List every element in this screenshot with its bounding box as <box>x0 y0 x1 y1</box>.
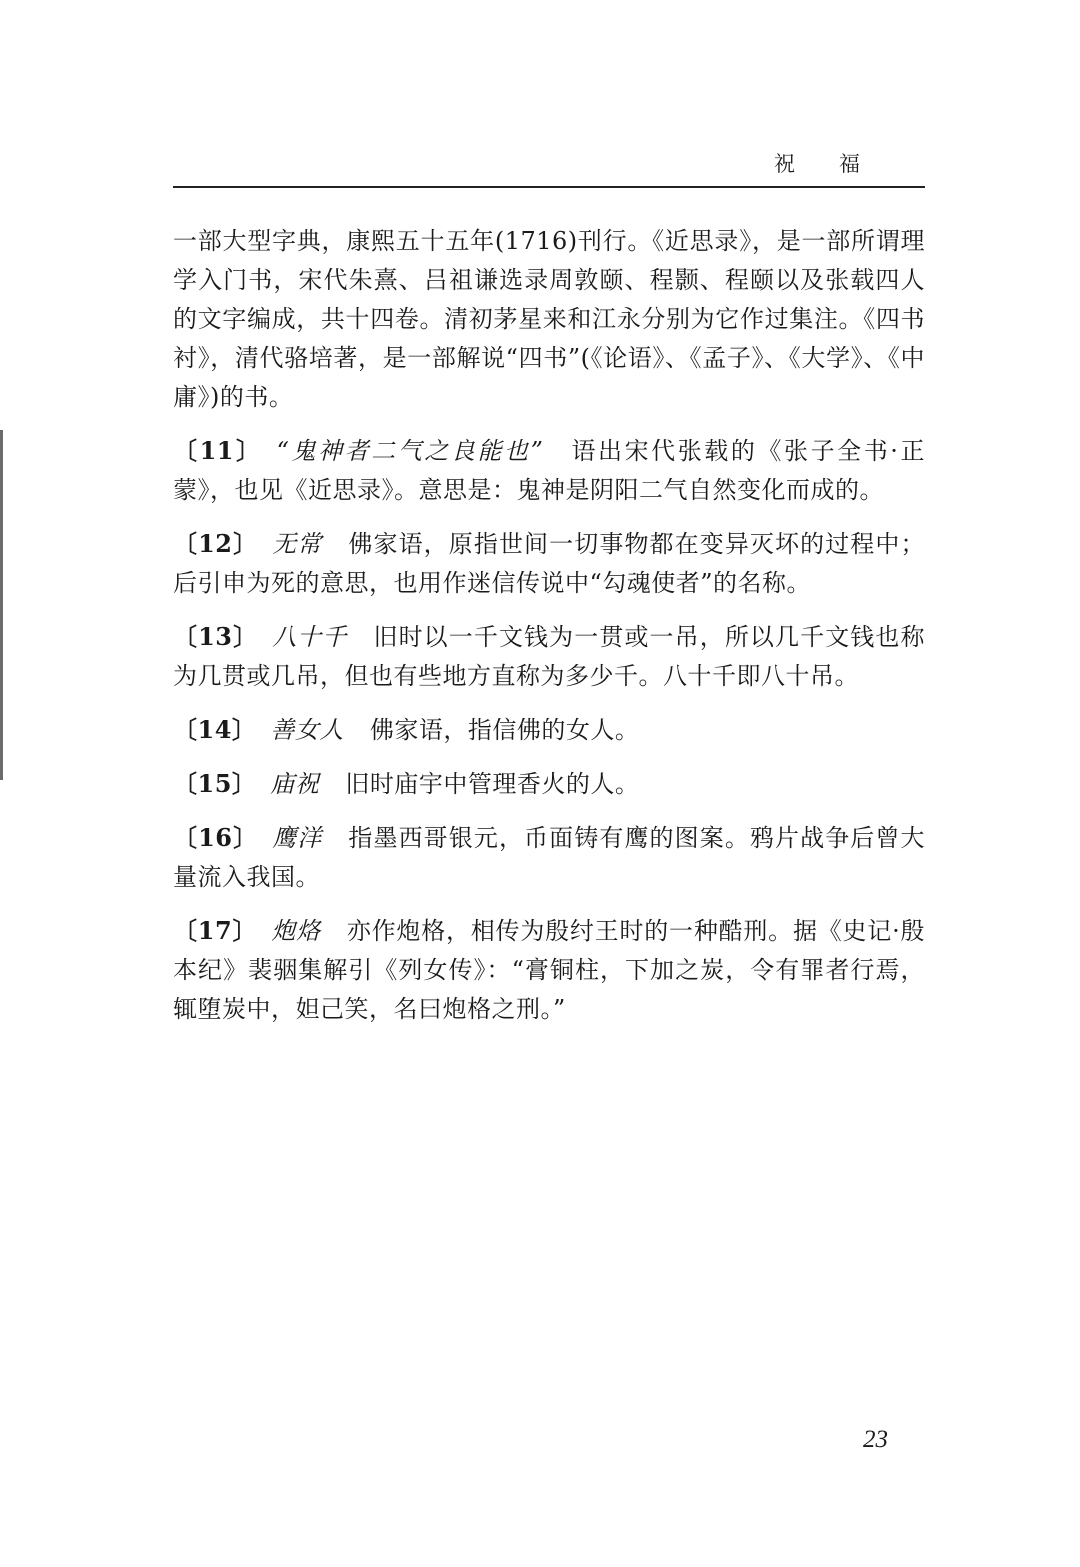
header-rule <box>173 186 925 188</box>
note-number: 〔16〕 <box>173 823 259 852</box>
note-number: 〔15〕 <box>173 769 257 798</box>
note-13 <box>173 617 925 696</box>
notes-body <box>173 222 925 1043</box>
note-text: 佛家语，指信佛的女人。 <box>369 716 640 744</box>
note-12 <box>173 524 925 603</box>
note-term: 八十千 <box>272 623 348 651</box>
continuation-paragraph: 一部大型字典，康熙五十五年(1716)刊行。《近思录》，是一部所谓理学入门书，宋代朱熹、吕祖谦选录周敦颐、程颢、程颐以及张载四人的文字编成，共十四卷。清初茅星来和江永分别为它作过集注。《四书衬》，清代骆培著，是一部解说“四书”(《论语》、《孟子》、《大学》、《中庸》)的书。 <box>173 227 925 411</box>
note-15 <box>173 764 925 804</box>
note-text: 指墨西哥银元，币面铸有鹰的图案。鸦片战争后曾大量流入我国。 <box>173 824 926 891</box>
note-number: 〔11〕 <box>173 436 263 465</box>
note-text: 佛家语，原指世间一切事物都在变异灭坏的过程中；后引申为死的意思，也用作迷信传说中“勾魂使者”的名称。 <box>173 530 926 597</box>
scan-edge-mark <box>0 430 3 780</box>
note-term: 无常 <box>272 530 323 558</box>
note-number: 〔14〕 <box>173 715 257 744</box>
note-11 <box>173 431 925 510</box>
page-number: 23 <box>863 1426 888 1453</box>
note-text: 旧时以一千文钱为一贯或一吊，所以几千文钱也称为几贯或几吊，但也有些地方直称为多少千。八十千即八十吊。 <box>173 623 926 690</box>
note-16 <box>173 818 925 897</box>
note-term: 庙祝 <box>270 770 320 798</box>
note-term: 善女人 <box>270 716 344 744</box>
note-number: 〔12〕 <box>173 529 259 558</box>
note-term: 炮烙 <box>271 917 321 945</box>
note-text: 语出宋代张载的《张子全书·正蒙》，也见《近思录》。意思是：鬼神是阴阳二气自然变化而成的。 <box>173 437 925 504</box>
note-text: 亦作炮格，相传为殷纣王时的一种酷刑。据《史记·殷本纪》裴骃集解引《列女传》：“膏铜柱，下加之炭，令有罪者行焉，辄堕炭中，妲己笑，名曰炮格之刑。” <box>173 917 926 1023</box>
note-number: 〔17〕 <box>173 916 258 945</box>
note-number: 〔13〕 <box>173 622 259 651</box>
note-14 <box>173 710 925 750</box>
running-head: 祝福 <box>774 152 904 176</box>
note-text: 旧时庙宇中管理香火的人。 <box>345 770 640 798</box>
note-term: 鹰洋 <box>272 824 323 852</box>
note-17 <box>173 911 925 1029</box>
note-term: “鬼神者二气之良能也” <box>276 437 544 465</box>
